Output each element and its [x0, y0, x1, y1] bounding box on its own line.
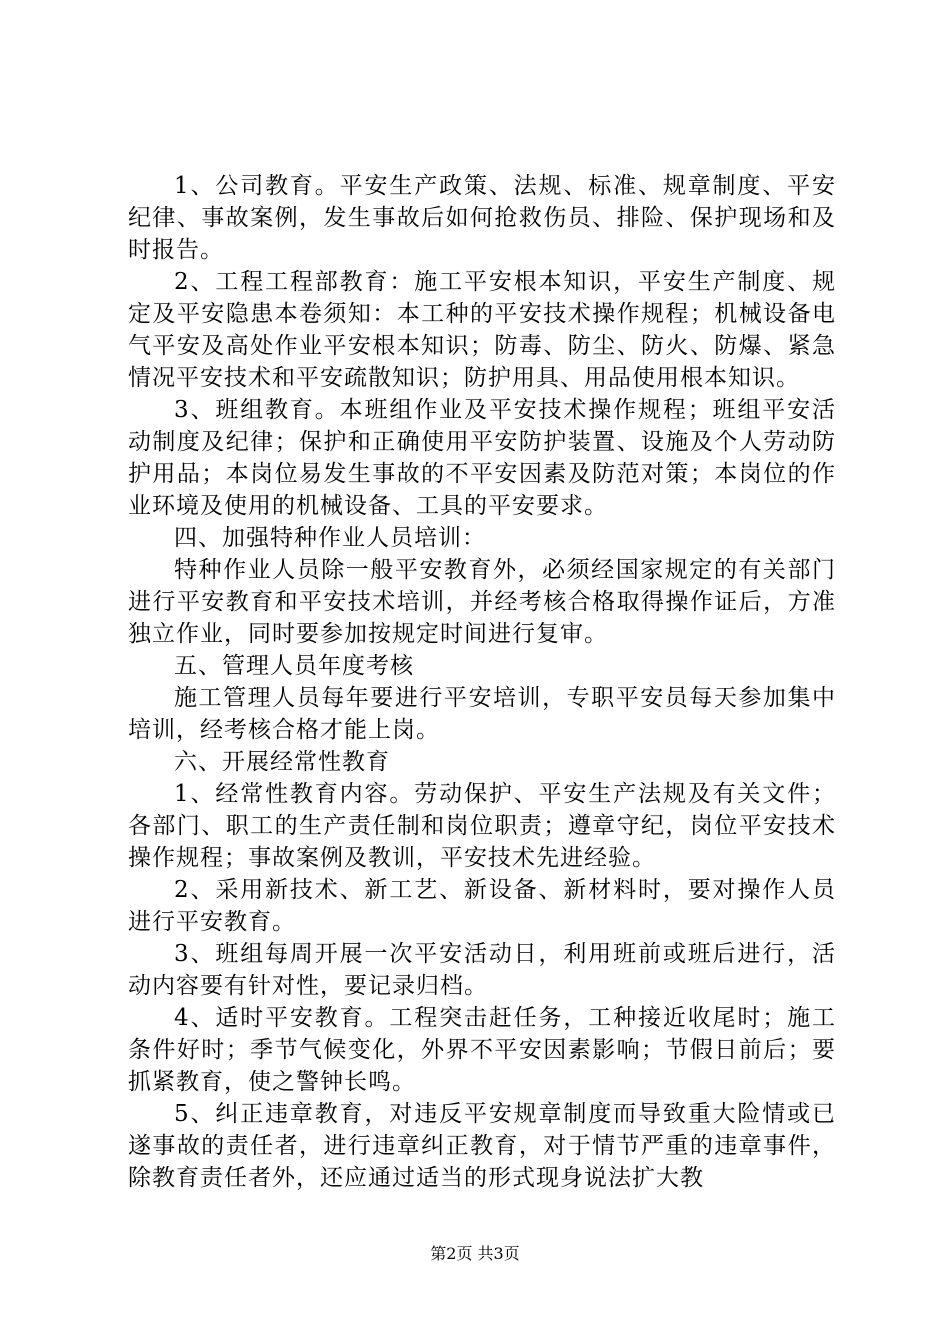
heading-special-operator-training: 四、加强特种作业人员培训： [174, 525, 486, 551]
heading-regular-education: 六、开展经常性教育 [174, 749, 390, 775]
paragraph-project-department-education: 2、工程工程部教育：施工平安根本知识，平安生产制度、规定及平安隐患本卷须知：本工种的平安技术操作规程；机械设备电气平安及高处作业平安根本知识；防毒、防尘、防火、防爆、紧急情况平安技术和平安疏散知识；防护用具、用品使用根本知识。 [128, 269, 836, 391]
paragraph-annual-assessment: 施工管理人员每年要进行平安培训，专职平安员每天参加集中培训，经考核合格才能上岗。 [128, 685, 836, 743]
document-body [128, 170, 836, 1194]
heading-annual-assessment: 五、管理人员年度考核 [174, 653, 414, 679]
paragraph-new-technology-education: 2、采用新技术、新工艺、新设备、新材料时，要对操作人员进行平安教育。 [128, 877, 836, 935]
paragraph-team-education: 3、班组教育。本班组作业及平安技术操作规程；班组平安活动制度及纪律；保护和正确使用平安防护装置、设施及个人劳动防护用品；本岗位易发生事故的不平安因素及防范对策；本岗位的作业环境及使用的机械设备、工具的平安要求。 [128, 397, 836, 519]
paragraph-special-operator-training: 特种作业人员除一般平安教育外，必须经国家规定的有关部门进行平安教育和平安技术培训，并经考核合格取得操作证后，方准独立作业，同时要参加按规定时间进行复审。 [128, 557, 836, 647]
paragraph-company-education: 1、公司教育。平安生产政策、法规、标准、规章制度、平安纪律、事故案例，发生事故后如何抢救伤员、排险、保护现场和及时报告。 [128, 173, 836, 263]
paragraph-weekly-safety-day: 3、班组每周开展一次平安活动日，利用班前或班后进行，活动内容要有针对性，要记录归档。 [128, 941, 836, 999]
paragraph-violation-correction: 5、纠正违章教育，对违反平安规章制度而导致重大险情或已遂事故的责任者，进行违章纠正教育，对于情节严重的违章事件，除教育责任者外，还应通过适当的形式现身说法扩大教 [128, 1101, 836, 1191]
paragraph-regular-education-content: 1、经常性教育内容。劳动保护、平安生产法规及有关文件；各部门、职工的生产责任制和岗位职责；遵章守纪，岗位平安技术操作规程；事故案例及教训，平安技术先进经验。 [128, 781, 836, 871]
page-number-footer: 第2页 共3页 [430, 1244, 520, 1263]
paragraph-timely-education: 4、适时平安教育。工程突击赶任务，工种接近收尾时；施工条件好时；季节气候变化，外界不平安因素影响；节假日前后；要抓紧教育，使之警钟长鸣。 [128, 1005, 836, 1095]
